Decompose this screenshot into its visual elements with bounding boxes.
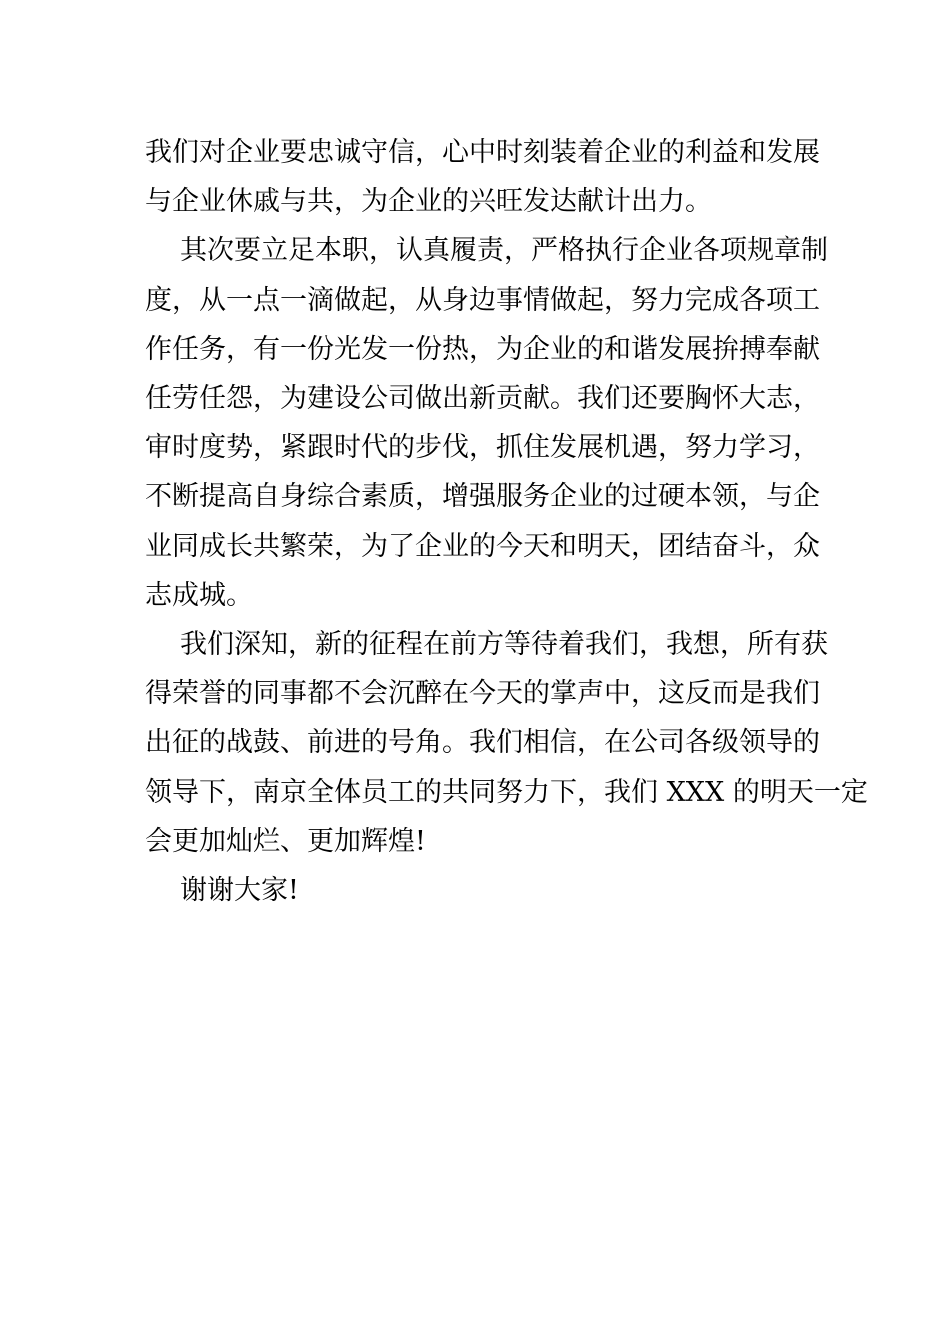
text-line: 会更加灿烂、更加辉煌! [145, 825, 426, 857]
text-line: 我们对企业要忠诚守信，心中时刻装着企业的利益和发展 [145, 137, 820, 168]
text-line: 业同成长共繁荣，为了企业的今天和明天，团结奋斗，众 [145, 530, 820, 562]
paragraph-1 [145, 128, 820, 226]
text-line: 度，从一点一滴做起，从身边事情做起，努力完成各项工 [145, 284, 820, 316]
paragraph-2 [145, 226, 828, 620]
body-text [145, 128, 868, 915]
text-line: 领导下，南京全体员工的共同努力下，我们 XXX 的明天一定 [145, 776, 868, 808]
text-line: 其次要立足本职，认真履责，严格执行企业各项规章制 [180, 235, 828, 267]
text-line: 不断提高自身综合素质，增强服务企业的过硬本领，与企 [145, 481, 820, 513]
text-line: 任劳任怨，为建设公司做出新贡献。我们还要胸怀大志， [145, 383, 820, 415]
text-line: 我们深知，新的征程在前方等待着我们，我想，所有获 [180, 629, 828, 661]
text-line: 谢谢大家! [180, 875, 299, 907]
text-line: 作任务，有一份光发一份热，为企业的和谐发展拚搏奉献 [145, 333, 820, 365]
text-line: 得荣誉的同事都不会沉醉在今天的掌声中，这反而是我们 [145, 678, 820, 710]
text-line: 志成城。 [145, 579, 253, 611]
text-line: 与企业休戚与共，为企业的兴旺发达献计出力。 [145, 186, 712, 218]
paragraph-4 [145, 866, 807, 915]
text-line: 审时度势，紧跟时代的步伐，抓住发展机遇，努力学习， [145, 432, 820, 464]
text-line: 出征的战鼓、前进的号角。我们相信，在公司各级领导的 [145, 727, 820, 759]
paragraph-3 [145, 620, 868, 866]
